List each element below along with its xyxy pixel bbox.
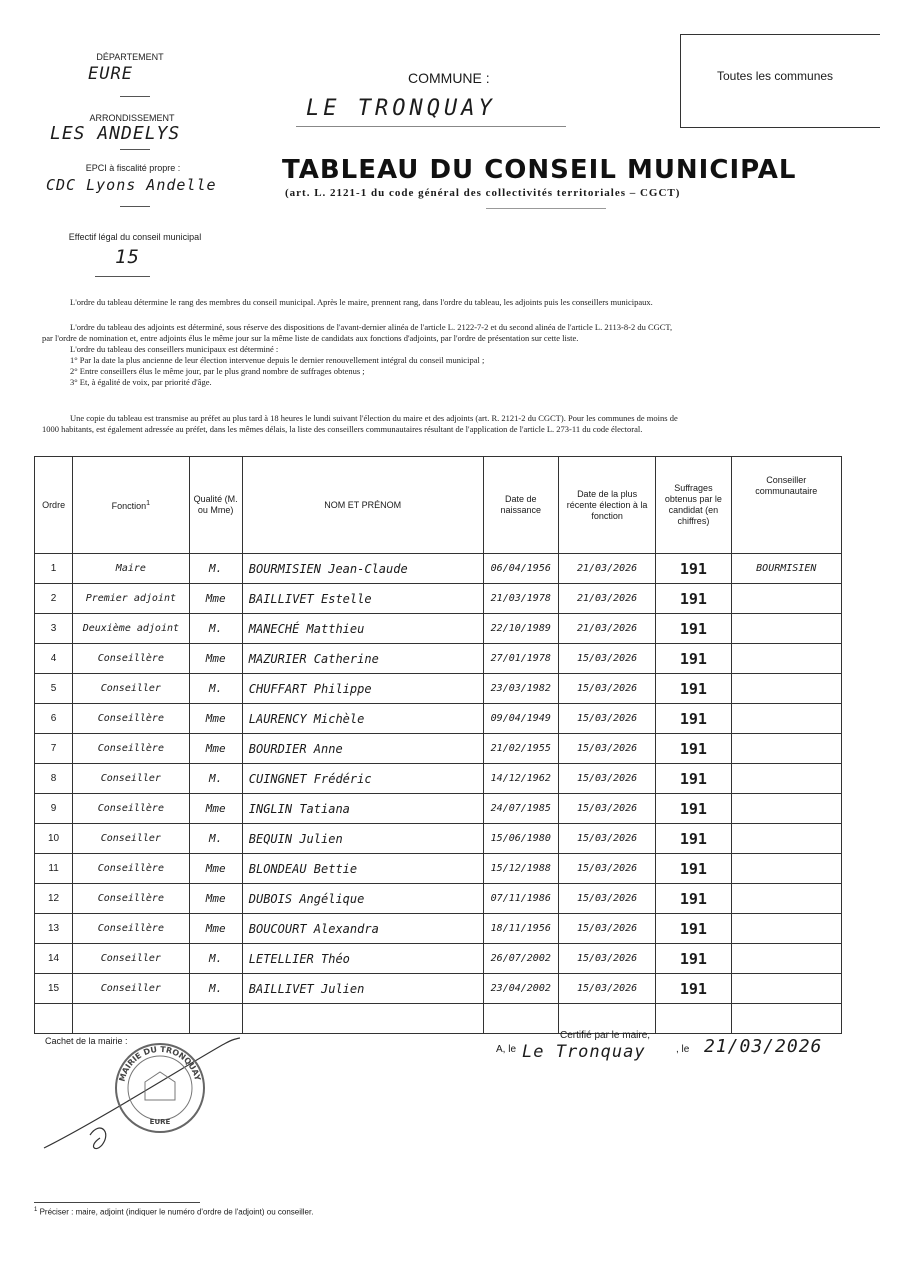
table-row xyxy=(35,764,842,794)
commune-underline xyxy=(296,126,566,127)
row-qualite: Mme xyxy=(189,914,242,944)
row-naissance: 15/06/1980 xyxy=(483,824,558,854)
row-naissance: 09/04/1949 xyxy=(483,704,558,734)
row-election: 21/03/2026 xyxy=(558,554,655,584)
row-qualite: Mme xyxy=(189,854,242,884)
row-ordre: 8 xyxy=(35,764,73,794)
a-label: A, le xyxy=(496,1044,517,1055)
row-qualite: M. xyxy=(189,674,242,704)
row-communautaire xyxy=(731,824,841,854)
row-naissance: 21/02/1955 xyxy=(483,734,558,764)
stamp-text: MAIRIE DU TRONQUAY xyxy=(117,1044,203,1083)
row-naissance: 15/12/1988 xyxy=(483,854,558,884)
row-ordre: 13 xyxy=(35,914,73,944)
row-qualite: M. xyxy=(189,944,242,974)
row-election: 21/03/2026 xyxy=(558,584,655,614)
row-election: 15/03/2026 xyxy=(558,974,655,1004)
footnote-divider xyxy=(34,1202,200,1203)
row-communautaire xyxy=(731,614,841,644)
row-communautaire xyxy=(731,734,841,764)
epci-label: EPCI à fiscalité propre : xyxy=(85,163,181,173)
row-fonction: Conseillère xyxy=(73,704,189,734)
header-qualite: Qualité (M. ou Mme) xyxy=(189,457,242,554)
row-naissance: 21/03/1978 xyxy=(483,584,558,614)
row-naissance: 07/11/1986 xyxy=(483,884,558,914)
header-nom: NOM ET PRÉNOM xyxy=(242,457,483,554)
subtitle-underline xyxy=(486,208,606,209)
stamp-dept: EURE xyxy=(149,1118,171,1126)
row-communautaire: BOURMISIEN xyxy=(731,554,841,584)
row-election: 15/03/2026 xyxy=(558,674,655,704)
row-nom: DUBOIS Angélique xyxy=(242,884,483,914)
row-election: 15/03/2026 xyxy=(558,704,655,734)
row-fonction: Conseiller xyxy=(73,944,189,974)
row-fonction: Conseiller xyxy=(73,974,189,1004)
header-fonction-label: Fonction xyxy=(111,501,147,511)
row-suffrages: 191 xyxy=(656,554,731,584)
row-suffrages: 191 xyxy=(656,794,731,824)
row-suffrages: 191 xyxy=(656,884,731,914)
row-suffrages: 191 xyxy=(656,764,731,794)
row-naissance xyxy=(483,1004,558,1034)
table-row xyxy=(35,794,842,824)
row-fonction: Conseillère xyxy=(73,734,189,764)
table-row xyxy=(35,644,842,674)
certifie-label: Certifié par le maire, xyxy=(560,1030,651,1041)
row-qualite: M. xyxy=(189,614,242,644)
arrondissement-value: LES ANDELYS xyxy=(50,123,181,144)
effectif-value: 15 xyxy=(115,246,140,268)
row-nom: BLONDEAU Bettie xyxy=(242,854,483,884)
departement-underline xyxy=(120,96,150,97)
row-ordre: 3 xyxy=(35,614,73,644)
arrondissement-underline xyxy=(120,149,150,150)
header-naissance: Date de naissance xyxy=(483,457,558,554)
footnote-sup: 1 xyxy=(34,1207,38,1213)
row-qualite: Mme xyxy=(189,704,242,734)
row-suffrages: 191 xyxy=(656,734,731,764)
epci-underline xyxy=(120,206,150,207)
row-nom: BOURMISIEN Jean-Claude xyxy=(242,554,483,584)
row-ordre: 7 xyxy=(35,734,73,764)
effectif-underline xyxy=(95,276,150,277)
row-nom: BOUCOURT Alexandra xyxy=(242,914,483,944)
toutes-communes-box xyxy=(680,34,880,128)
row-naissance: 23/04/2002 xyxy=(483,974,558,1004)
header-fonction-sup: 1 xyxy=(146,500,151,507)
row-communautaire xyxy=(731,794,841,824)
row-suffrages: 191 xyxy=(656,614,731,644)
row-fonction: Conseillère xyxy=(73,794,189,824)
row-nom: CHUFFART Philippe xyxy=(242,674,483,704)
row-nom: BEQUIN Julien xyxy=(242,824,483,854)
table-row xyxy=(35,734,842,764)
row-election: 15/03/2026 xyxy=(558,914,655,944)
row-suffrages: 191 xyxy=(656,644,731,674)
row-fonction: Conseillère xyxy=(73,884,189,914)
table-row xyxy=(35,914,842,944)
stamp-inner-ring xyxy=(128,1056,192,1120)
row-nom: BAILLIVET Estelle xyxy=(242,584,483,614)
paragraph-conseillers: L'ordre du tableau des conseillers municipaux est déterminé : xyxy=(70,344,279,354)
page-subtitle: (art. L. 2121-1 du code général des collectivités territoriales – CGCT) xyxy=(285,187,681,199)
row-nom: MAZURIER Catherine xyxy=(242,644,483,674)
row-nom: LETELLIER Théo xyxy=(242,944,483,974)
row-suffrages: 191 xyxy=(656,674,731,704)
date-value: 21/03/2026 xyxy=(704,1036,823,1057)
row-communautaire xyxy=(731,1004,841,1034)
paragraph-adjoints-1: L'ordre du tableau des adjoints est déterminé, sous réserve des dispositions de l'avant-dernier alinéa de l'article L. 2122-7-2 et du second alinéa de l'article L. 2113-8-2 du CGCT, xyxy=(70,322,673,332)
paragraph-rule-3: 3° Et, à égalité de voix, par priorité d'âge. xyxy=(70,377,212,387)
row-communautaire xyxy=(731,674,841,704)
paragraph-rule-1: 1° Par la date la plus ancienne de leur élection intervenue depuis le dernier renouvellement intégral du conseil municipal ; xyxy=(70,355,485,365)
row-suffrages: 191 xyxy=(656,854,731,884)
conseil-table xyxy=(34,456,842,1034)
row-fonction: Premier adjoint xyxy=(73,584,189,614)
row-qualite: Mme xyxy=(189,794,242,824)
mairie-stamp xyxy=(40,1020,240,1160)
row-naissance: 22/10/1989 xyxy=(483,614,558,644)
header-ordre: Ordre xyxy=(35,457,73,554)
row-election: 15/03/2026 xyxy=(558,794,655,824)
row-communautaire xyxy=(731,914,841,944)
row-fonction: Deuxième adjoint xyxy=(73,614,189,644)
row-suffrages: 191 xyxy=(656,914,731,944)
paragraph-ordre: L'ordre du tableau détermine le rang des membres du conseil municipal. Après le maire, prennent rang, dans l'ordre du tableau, les adjoints puis les conseillers municipaux. xyxy=(70,297,653,307)
row-election: 15/03/2026 xyxy=(558,734,655,764)
row-election: 21/03/2026 xyxy=(558,614,655,644)
row-nom: LAURENCY Michèle xyxy=(242,704,483,734)
footnote xyxy=(34,1207,313,1217)
row-ordre: 6 xyxy=(35,704,73,734)
table-row xyxy=(35,584,842,614)
row-communautaire xyxy=(731,884,841,914)
row-qualite: Mme xyxy=(189,884,242,914)
row-fonction: Conseillère xyxy=(73,644,189,674)
row-naissance: 18/11/1956 xyxy=(483,914,558,944)
row-nom: MANECHÉ Matthieu xyxy=(242,614,483,644)
row-qualite: Mme xyxy=(189,644,242,674)
row-election: 15/03/2026 xyxy=(558,824,655,854)
row-ordre: 4 xyxy=(35,644,73,674)
table-row xyxy=(35,824,842,854)
row-naissance: 27/01/1978 xyxy=(483,644,558,674)
row-communautaire xyxy=(731,854,841,884)
a-value: Le Tronquay xyxy=(522,1042,646,1062)
row-qualite: M. xyxy=(189,824,242,854)
row-election: 15/03/2026 xyxy=(558,854,655,884)
row-election xyxy=(558,1004,655,1034)
row-suffrages: 191 xyxy=(656,584,731,614)
row-communautaire xyxy=(731,704,841,734)
row-naissance: 26/07/2002 xyxy=(483,944,558,974)
table-row xyxy=(35,554,842,584)
row-nom: BAILLIVET Julien xyxy=(242,974,483,1004)
row-ordre: 2 xyxy=(35,584,73,614)
row-fonction: Conseillère xyxy=(73,914,189,944)
row-nom: INGLIN Tatiana xyxy=(242,794,483,824)
row-fonction: Conseiller xyxy=(73,674,189,704)
row-election: 15/03/2026 xyxy=(558,764,655,794)
row-nom xyxy=(242,1004,483,1034)
row-naissance: 14/12/1962 xyxy=(483,764,558,794)
row-suffrages: 191 xyxy=(656,974,731,1004)
paragraph-copie-1: Une copie du tableau est transmise au préfet au plus tard à 18 heures le lundi suivant l'élection du maire et des adjoints (art. R. 2121-2 du CGCT). Pour les communes de moins de xyxy=(70,413,678,423)
header-election: Date de la plus récente élection à la fonction xyxy=(558,457,655,554)
row-suffrages: 191 xyxy=(656,824,731,854)
paragraph-rule-2: 2° Entre conseillers élus le même jour, par le plus grand nombre de suffrages obtenus ; xyxy=(70,366,365,376)
row-fonction: Conseiller xyxy=(73,824,189,854)
row-ordre: 12 xyxy=(35,884,73,914)
row-qualite: M. xyxy=(189,764,242,794)
departement-value: EURE xyxy=(88,64,133,84)
row-ordre: 10 xyxy=(35,824,73,854)
row-fonction: Maire xyxy=(73,554,189,584)
epci-value: CDC Lyons Andelle xyxy=(46,176,217,194)
row-ordre: 9 xyxy=(35,794,73,824)
row-communautaire xyxy=(731,974,841,1004)
row-communautaire xyxy=(731,944,841,974)
signature-loop xyxy=(90,1128,106,1148)
row-election: 15/03/2026 xyxy=(558,644,655,674)
row-ordre: 15 xyxy=(35,974,73,1004)
paragraph-adjoints-2: par l'ordre de nomination et, entre adjoints élus le même jour sur la même liste de candidats aux fonctions d'adjoints, par l'ordre de présentation sur cette liste. xyxy=(42,333,579,343)
row-naissance: 23/03/1982 xyxy=(483,674,558,704)
row-suffrages: 191 xyxy=(656,944,731,974)
paragraph-copie-2: 1000 habitants, est également adressée au préfet, dans les mêmes délais, la liste des conseillers communautaires résultant de l'application de l'article L. 273-11 du code électoral. xyxy=(42,424,643,434)
table-row xyxy=(35,884,842,914)
table-row xyxy=(35,674,842,704)
table-header-row xyxy=(35,457,842,554)
row-nom: BOURDIER Anne xyxy=(242,734,483,764)
commune-label: COMMUNE : xyxy=(408,70,490,86)
row-ordre: 14 xyxy=(35,944,73,974)
commune-value: LE TRONQUAY xyxy=(306,96,496,121)
row-suffrages: 191 xyxy=(656,704,731,734)
effectif-label: Effectif légal du conseil municipal xyxy=(68,232,202,242)
table-row xyxy=(35,704,842,734)
row-election: 15/03/2026 xyxy=(558,944,655,974)
row-fonction: Conseillère xyxy=(73,854,189,884)
row-naissance: 24/07/1985 xyxy=(483,794,558,824)
departement-label: DÉPARTEMENT xyxy=(96,52,164,62)
row-ordre: 5 xyxy=(35,674,73,704)
row-qualite: Mme xyxy=(189,734,242,764)
footnote-text: Préciser : maire, adjoint (indiquer le numéro d'ordre de l'adjoint) ou conseiller. xyxy=(39,1207,314,1217)
row-qualite: M. xyxy=(189,554,242,584)
row-communautaire xyxy=(731,584,841,614)
table-row xyxy=(35,974,842,1004)
row-qualite: M. xyxy=(189,974,242,1004)
header-fonction xyxy=(73,457,189,554)
page-title: TABLEAU DU CONSEIL MUNICIPAL xyxy=(282,155,797,185)
toutes-communes-label: Toutes les communes xyxy=(717,69,834,83)
row-nom: CUINGNET Frédéric xyxy=(242,764,483,794)
row-fonction: Conseiller xyxy=(73,764,189,794)
arrondissement-label: ARRONDISSEMENT xyxy=(89,113,175,123)
cachet-label: Cachet de la mairie : xyxy=(45,1036,128,1046)
row-communautaire xyxy=(731,764,841,794)
row-suffrages xyxy=(656,1004,731,1034)
table-row xyxy=(35,854,842,884)
row-ordre: 11 xyxy=(35,854,73,884)
row-ordre: 1 xyxy=(35,554,73,584)
row-election: 15/03/2026 xyxy=(558,884,655,914)
header-suffrages: Suffrages obtenus par le candidat (en chiffres) xyxy=(656,457,731,554)
table-row xyxy=(35,944,842,974)
row-communautaire xyxy=(731,644,841,674)
row-naissance: 06/04/1956 xyxy=(483,554,558,584)
header-communautaire: Conseiller communautaire xyxy=(731,457,841,554)
row-qualite: Mme xyxy=(189,584,242,614)
le-label: , le xyxy=(676,1044,690,1055)
table-row xyxy=(35,614,842,644)
